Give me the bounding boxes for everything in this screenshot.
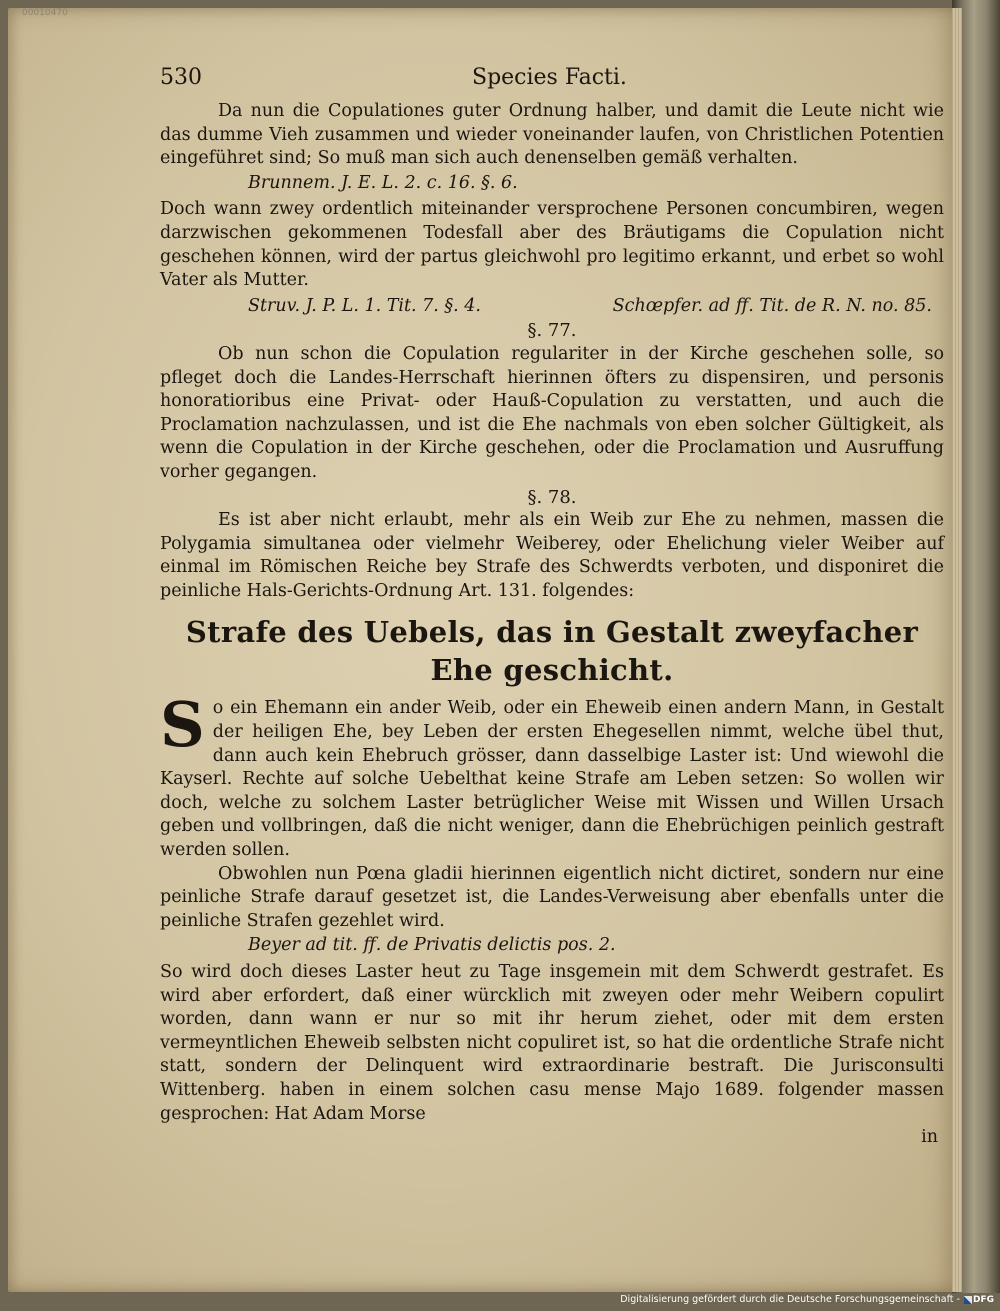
book-page	[8, 8, 962, 1292]
running-head: Species Facti.	[472, 65, 627, 90]
dfg-logo-icon	[964, 1296, 972, 1304]
paragraph-6: Obwohlen nun Pœna gladii hierinnen eigentlich nicht dictiret, sondern nur eine peinliche Strafe darauf gesetzet ist, die Landes-Verweisung aber ebenfalls unter die peinliche Strafen gezehlet wird.	[160, 863, 944, 931]
paragraph-5-text: o ein Ehemann ein ander Weib, oder ein Eheweib einen andern Mann, in Gestalt der heiligen Ehe, bey Leben der ersten Ehegesellen nimmt, welche übel thut, dann auch kein Ehebruch grösser, dann dasselbige Laster ist: Und wiewohl die Kayserl. Rechte auf solche Uebelthat keine Strafe am Leben setzen: So wollen wir doch, welche zu solchem Laster betrüglicher Weise mit Wissen und Willen Ursach geben und vollbringen, daß die nicht weniger, dann die Ehebrüchigen peinlich gestraft werden sollen.	[160, 698, 944, 861]
text-block	[160, 66, 944, 1150]
page-edge	[952, 8, 962, 1292]
citation-brunnemann: Brunnem. J. E. L. 2. c. 16. §. 6.	[248, 172, 518, 193]
footer-text: Digitalisierung gefördert durch die Deutsche Forschungsgemeinschaft -	[620, 1294, 960, 1305]
paragraph-1: Da nun die Copulationes guter Ordnung halber, und damit die Leute nicht wie das dumme Vieh zusammen und wieder voneinander laufen, von Christlichen Potentien eingeführet sind; So muß man sich auch denenselben gemäß verhalten.	[160, 101, 944, 169]
citation-schoepfer: Schœpfer. ad ff. Tit. de R. N. no. 85.	[612, 295, 932, 316]
citation-beyer: Beyer ad tit. ff. de Privatis delictis pos. 2.	[248, 935, 616, 956]
page-number: 530	[160, 65, 202, 90]
catchword: in	[921, 1127, 938, 1148]
paragraph-3: Ob nun schon die Copulation regulariter in der Kirche geschehen solle, so pfleget doch die Landes-Herrschaft hierinnen öfters zu dispensiren, und personis honoratioribus eine Privat- oder Hauß-Copulation zu verstatten, und auch die Proclamation nachzulassen, und ist die Ehe nachmals von eben solcher Gültigkeit, als wenn die Copulation in der Kirche geschehen, oder die Proclamation und Ausruffung vorher gegangen.	[160, 343, 944, 482]
catalog-id: 00010470	[22, 8, 68, 18]
citation-struve: Struv. J. P. L. 1. Tit. 7. §. 4.	[248, 295, 481, 316]
paragraph-2: Doch wann zwey ordentlich miteinander versprochene Personen concumbiren, wegen darzwischen gekommenen Todesfall aber des Bräutigams die Copulation nicht geschehen können, wird der partus gleichwohl pro legitimo erkannt, und erbet so wohl Vater als Mutter.	[160, 199, 944, 291]
paragraph-4: Es ist aber nicht erlaubt, mehr als ein Weib zur Ehe zu nehmen, massen die Polygamia simultanea oder vielmehr Weiberey, oder Ehelichung vieler Weiber auf einmal im Römischen Reiche bey Strafe des Schwerdts verboten, und disponiret die peinliche Hals-Gerichts-Ordnung Art. 131. folgendes:	[160, 510, 944, 601]
drop-cap: S	[160, 688, 205, 762]
section-78-heading: §. 78.	[527, 486, 577, 508]
paragraph-7: So wird doch dieses Laster heut zu Tage insgemein mit dem Schwerdt gestrafet. Es wird aber erfordert, daß einer würcklich mit zweyen oder mehr Weibern copulirt worden, dann wann er nur so mit ihr herum ziehet, oder mit dem ersten vermeyntlichen Eheweib selbsten nicht copuliret ist, so hat die ordentliche Strafe nicht statt, sondern der Delinquent wird extraordinarie bestraft. Die Jurisconsulti Wittenberg. haben in einem solchen casu mense Majo 1689. folgender massen gesprochen: Hat Adam Morse	[160, 962, 944, 1124]
page-header	[160, 66, 944, 100]
footer	[604, 1294, 994, 1305]
paragraph-5-quote	[160, 688, 944, 862]
dfg-logo	[964, 1295, 994, 1305]
citation-row	[160, 293, 944, 319]
quote-headline: Strafe des Uebels, das in Gestalt zweyfacher Ehe geschicht.	[185, 615, 919, 688]
dfg-logo-text: DFG	[972, 1294, 994, 1305]
section-77-heading: §. 77.	[527, 320, 577, 342]
